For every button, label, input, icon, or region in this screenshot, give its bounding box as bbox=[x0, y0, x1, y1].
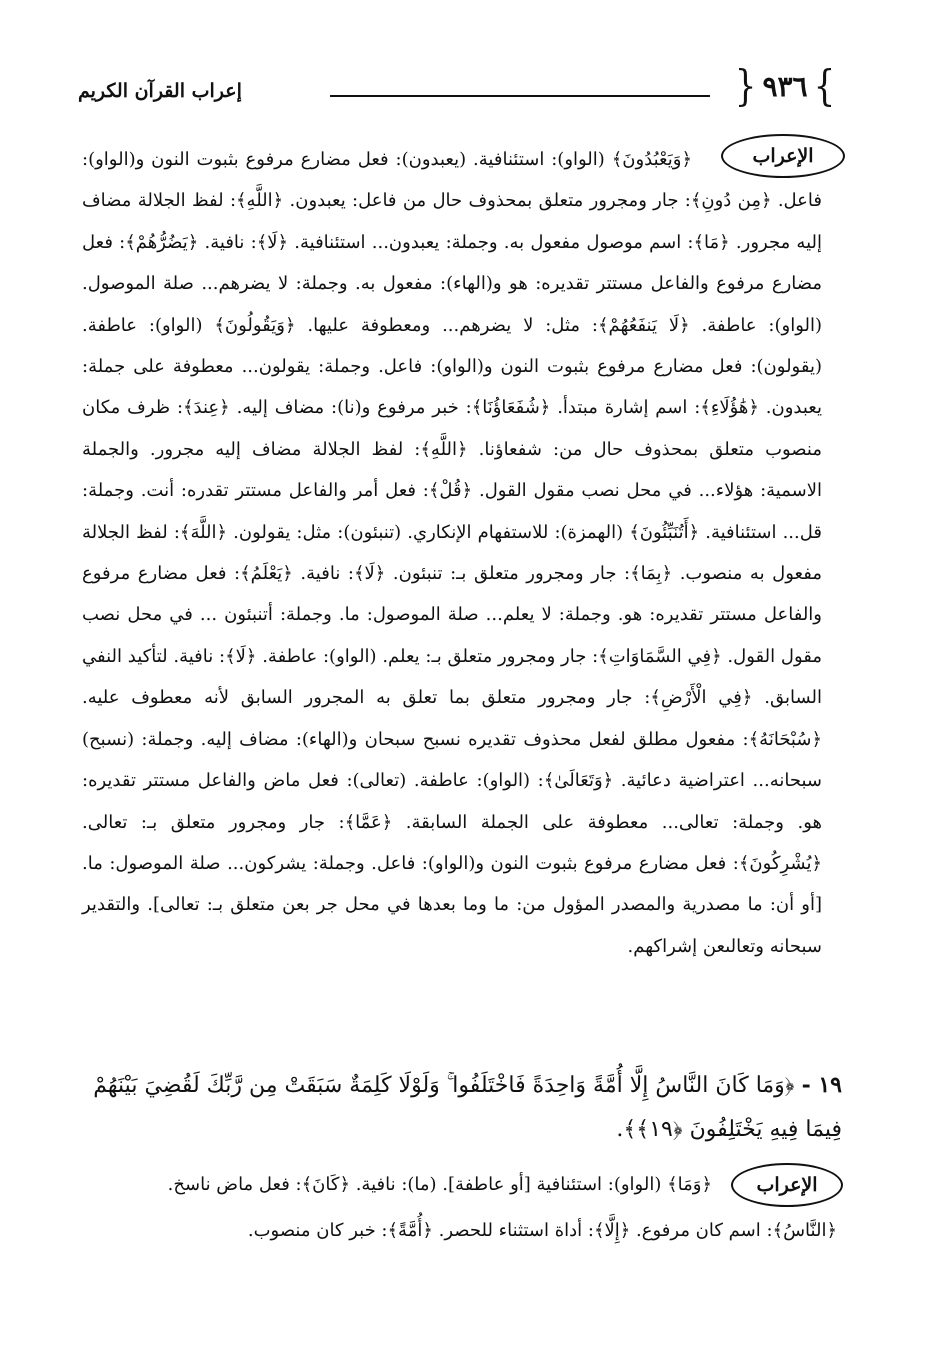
header-rule bbox=[330, 95, 710, 97]
book-title: إعراب القرآن الكريم bbox=[78, 80, 242, 102]
page-number-text: ٩٣٦ bbox=[762, 69, 808, 103]
irab-label bbox=[731, 1163, 843, 1207]
page-number bbox=[733, 61, 837, 111]
irab-paragraph-line: ﴿النَّاسُ﴾: اسم كان مرفوع. ﴿إِلَّا﴾: أداة استثناء للحصر. ﴿أُمَّةً﴾: خبر كان منصوب. bbox=[247, 1220, 837, 1241]
verse-text: ﴿وَمَا كَانَ النَّاسُ إِلَّا أُمَّةً وَاحِدَةً فَاخْتَلَفُوا ۚ وَلَوْلَا كَلِمَةٌ سَبَقَتْ مِن رَّبِّكَ لَقُضِيَ بَيْنَهُمْ فِيمَا فِيهِ يَخْتَلِفُونَ ﴿١٩﴾﴾. bbox=[93, 1073, 842, 1142]
quran-verse bbox=[82, 1063, 842, 1152]
verse-number: ١٩ - bbox=[801, 1072, 842, 1098]
left-bracket-ornament: } bbox=[734, 61, 757, 111]
irab-paragraph-line: ﴿وَمَا﴾ (الواو): استئنافية [أو عاطفة]. (ما): نافية. ﴿كَانَ﴾: فعل ماض ناسخ. bbox=[167, 1174, 712, 1195]
irab-label-text: الإعراب bbox=[756, 1174, 818, 1196]
irab-label-text: الإعراب bbox=[752, 145, 814, 167]
right-bracket-ornament: { bbox=[813, 61, 836, 111]
irab-paragraph bbox=[82, 139, 822, 967]
irab-paragraph-text: ﴿وَيَعْبُدُونَ﴾ (الواو): استئنافية. (يعبدون): فعل مضارع مرفوع بثبوت النون و(الواو): فاعل. ﴿مِن دُونِ﴾: جار ومجرور متعلق بمحذوف حال من فاعل: يعبدون. ﴿اللَّهِ﴾: لفظ الجلالة مضاف إليه مجرور. ﴿مَا﴾: اسم موصول مفعول به. وجملة: يعبدون... استئنافية. ﴿لَا﴾: نافية. ﴿يَضُرُّهُمْ﴾: فعل مضارع مرفوع والفاعل مستتر تقديره: هو و(الهاء): مفعول به. وجملة: لا يضرهم... صلة الموصول. (الواو): عاطفة. ﴿لَا يَنفَعُهُمْ﴾: مثل: لا يضرهم... ومعطوفة عليها. ﴿وَيَقُولُونَ﴾ (الواو): عاطفة. (يقولون): فعل مضارع مرفوع بثبوت النون و(الواو): فاعل. وجملة: يقولون... معطوفة على جملة: يعبدون. ﴿هَٰؤُلَاءِ﴾: اسم إشارة مبتدأ. ﴿شُفَعَاؤُنَا﴾: خبر مرفوع و(نا): مضاف إليه. ﴿عِندَ﴾: ظرف مكان منصوب متعلق بمحذوف حال من: شفعاؤنا. ﴿اللَّهِ﴾: لفظ الجلالة مضاف إليه مجرور. والجملة الاسمية: هؤلاء... في محل نصب مقول القول. ﴿قُلْ﴾: فعل أمر والفاعل مستتر تقدره: أنت. وجملة: قل... استئنافية. ﴿أَتُنَبِّئُونَ﴾ (الهمزة): للاستفهام الإنكاري. (تنبئون): مثل: يقولون. ﴿اللَّهَ﴾: لفظ الجلالة مفعول به منصوب. ﴿بِمَا﴾: جار ومجرور متعلق بـ: تنبئون. ﴿لَا﴾: نافية. ﴿يَعْلَمُ﴾: فعل مضارع مرفوع والفاعل مستتر تقديره: هو. وجملة: لا يعلم... صلة الموصول: ما. وجملة: أتنبئون ... في محل نصب مقول القول. ﴿فِي السَّمَاوَاتِ﴾: جار ومجرور متعلق بـ: يعلم. (الواو): عاطفة. ﴿لَا﴾: نافية. لتأكيد النفي السابق. ﴿فِي الْأَرْضِ﴾: جار ومجرور متعلق بما تعلق به المجرور السابق لأنه معطوف عليه. ﴿سُبْحَانَهُ﴾: مفعول مطلق لفعل محذوف تقديره نسبح سبحان و(الهاء): مضاف إليه. وجملة: (نسبح) سبحانه... اعتراضية دعائية. ﴿وَتَعَالَىٰ﴾: (الواو): عاطفة. (تعالى): فعل ماض والفاعل مستتر تقديره: هو. وجملة: تعالى... معطوفة على الجملة السابقة. ﴿عَمَّا﴾: جار ومجرور متعلق بـ: تعالى. ﴿يُشْرِكُونَ﴾: فعل مضارع مرفوع بثبوت النون و(الواو): فاعل. وجملة: يشركون... صلة الموصول: ما. [أو أن: ما مصدرية والمصدر المؤول من: ما وما بعدها في محل جر بعن متعلق بـ: تعالى]. والتقدير سبحانه وتعالىعن إشراكهم. bbox=[82, 149, 823, 957]
